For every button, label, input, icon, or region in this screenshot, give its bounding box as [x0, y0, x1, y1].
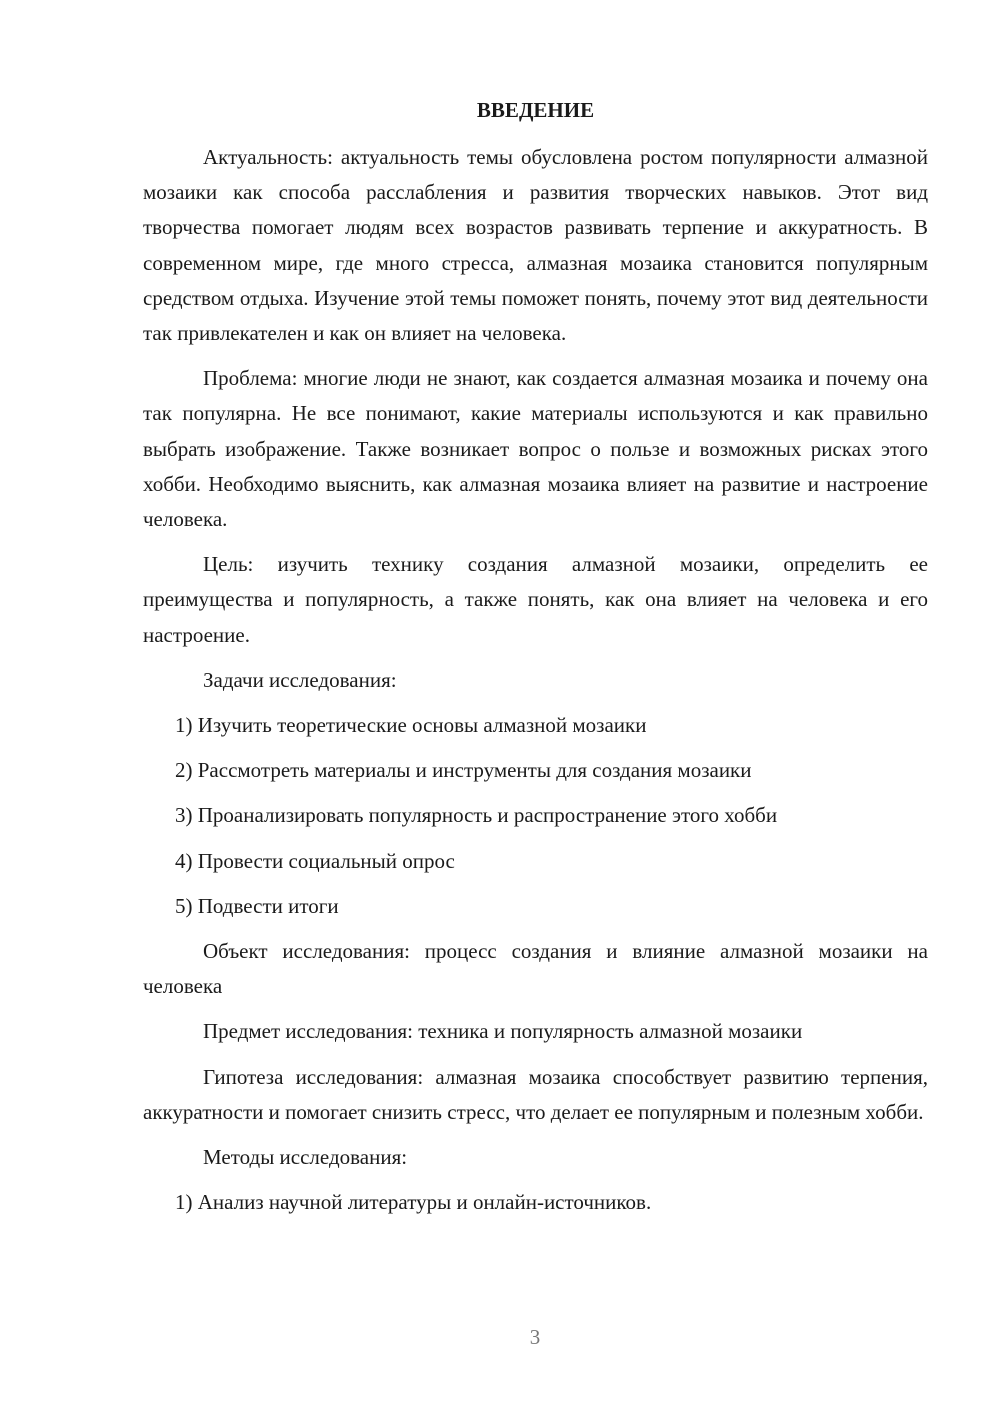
subject-paragraph: Предмет исследования: техника и популярность алмазной мозаики: [203, 1019, 803, 1044]
relevance-paragraph: Актуальность: актуальность темы обусловлена ростом популярности алмазной мозаики как способа расслабления и развития творческих навыков. Этот вид творчества помогает людям всех возрастов развивать терпение и аккуратность. В современном мире, где много стресса, алмазная мозаика становится популярным средством отдыха. Изучение этой темы поможет понять, почему этот вид деятельности так привлекателен и как он влияет на человека.: [143, 145, 928, 346]
method-item: 1) Анализ научной литературы и онлайн-источников.: [175, 1190, 652, 1215]
page-number: 3: [529, 1325, 541, 1349]
hypothesis-paragraph: Гипотеза исследования: алмазная мозаика способствует развитию терпения, аккуратности и помогает снизить стресс, что делает ее популярным и полезным хобби.: [143, 1064, 928, 1124]
problem-paragraph: Проблема: многие люди не знают, как создается алмазная мозаика и почему она так популярна. Не все понимают, какие материалы используются и как правильно выбрать изображение. Также возникает вопрос о пользе и возможных рисках этого хобби. Необходимо выяснить, как алмазная мозаика влияет на развитие и настроение человека.: [143, 366, 928, 532]
task-item: 3) Проанализировать популярность и распространение этого хобби: [175, 803, 778, 828]
task-item: 4) Провести социальный опрос: [175, 848, 455, 873]
goal-paragraph: Цель: изучить технику создания алмазной мозаики, определить ее преимущества и популярность, а также понять, как она влияет на человека и его настроение.: [143, 552, 928, 647]
page-content: [143, 93, 928, 1230]
task-item: 1) Изучить теоретические основы алмазной мозаики: [175, 713, 647, 738]
task-item: 5) Подвести итоги: [175, 893, 339, 918]
task-item: 2) Рассмотреть материалы и инструменты для создания мозаики: [175, 758, 752, 783]
tasks-heading: Задачи исследования:: [203, 667, 397, 692]
section-title: ВВЕДЕНИЕ: [476, 98, 595, 122]
object-paragraph: Объект исследования: процесс создания и влияние алмазной мозаики на человека: [143, 939, 928, 999]
methods-heading: Методы исследования:: [203, 1145, 408, 1170]
